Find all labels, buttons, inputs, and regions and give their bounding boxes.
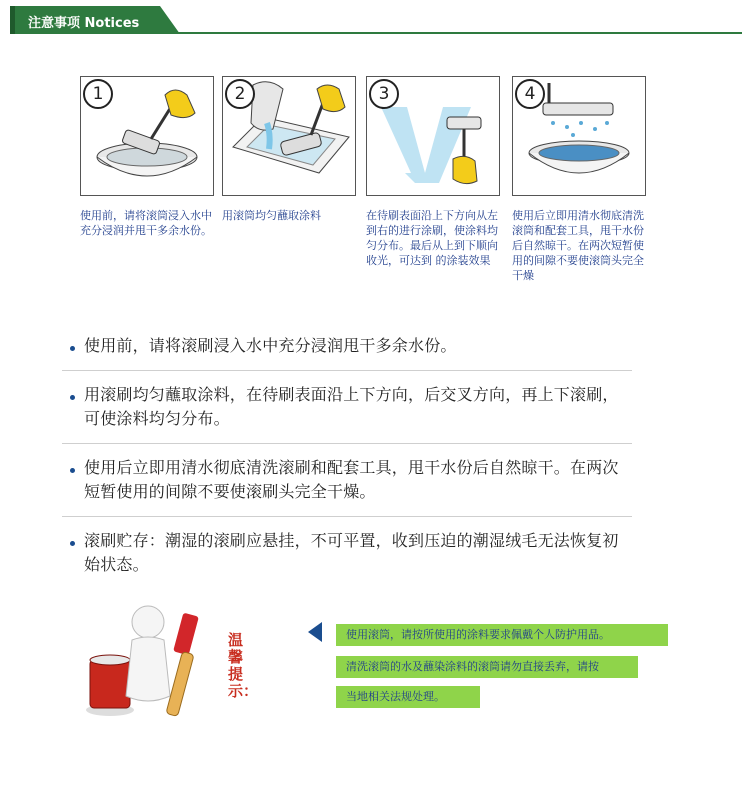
step-1-illustration <box>80 76 214 196</box>
step-number: 1 <box>83 79 113 109</box>
section-header <box>0 6 746 34</box>
step-1-caption: 使用前，请将滚筒浸入水中充分浸润并甩干多余水份。 <box>80 209 212 237</box>
divider <box>62 516 632 517</box>
step-4-illustration <box>512 76 646 196</box>
list-item: 滚刷贮存：潮湿的滚刷应悬挂，不可平置，收到压迫的潮湿绒毛无法恢复初始状态。 <box>62 521 632 585</box>
step-2-illustration <box>222 76 356 196</box>
tip-line: 当地相关法规处理。 <box>336 686 480 708</box>
warm-tip-section <box>80 600 660 730</box>
step-2-caption: 用滚筒均匀蘸取涂料 <box>222 209 321 222</box>
page-title: 注意事项 Notices <box>28 16 140 31</box>
step-number: 3 <box>369 79 399 109</box>
notice-list <box>62 326 632 585</box>
step-number: 2 <box>225 79 255 109</box>
step-4-caption: 使用后立即用清水彻底清洗滚筒和配套工具，甩干水份后自然晾干。在两次短暂使用的间隙不要使滚筒头完全干燥 <box>512 209 644 282</box>
painter-figure-icon <box>80 600 230 720</box>
list-item: 使用前，请将滚刷浸入水中充分浸润甩干多余水份。 <box>62 326 632 366</box>
header-divider <box>178 32 742 34</box>
tip-line: 清洗滚筒的水及蘸染涂料的滚筒请勿直接丢弃，请按 <box>336 656 638 678</box>
step-3-illustration <box>366 76 500 196</box>
step-3-caption: 在待刷表面沿上下方向从左到右的进行涂刷，使涂料均匀分布。最后从上到下顺向收光，可达到 的涂装效果 <box>366 209 498 267</box>
tip-line: 使用滚筒，请按所使用的涂料要求佩戴个人防护用品。 <box>336 624 668 646</box>
list-item: 用滚刷均匀蘸取涂料，在待刷表面沿上下方向，后交叉方向，再上下滚刷，可使涂料均匀分布。 <box>62 375 632 439</box>
divider <box>62 370 632 371</box>
pointer-arrow-icon <box>308 622 322 642</box>
warm-tip-label: 温馨提示： <box>228 631 259 700</box>
list-item: 使用后立即用清水彻底清洗滚刷和配套工具，甩干水份后自然晾干。在两次短暂使用的间隙不要使滚刷头完全干燥。 <box>62 448 632 512</box>
step-number: 4 <box>515 79 545 109</box>
divider <box>62 443 632 444</box>
